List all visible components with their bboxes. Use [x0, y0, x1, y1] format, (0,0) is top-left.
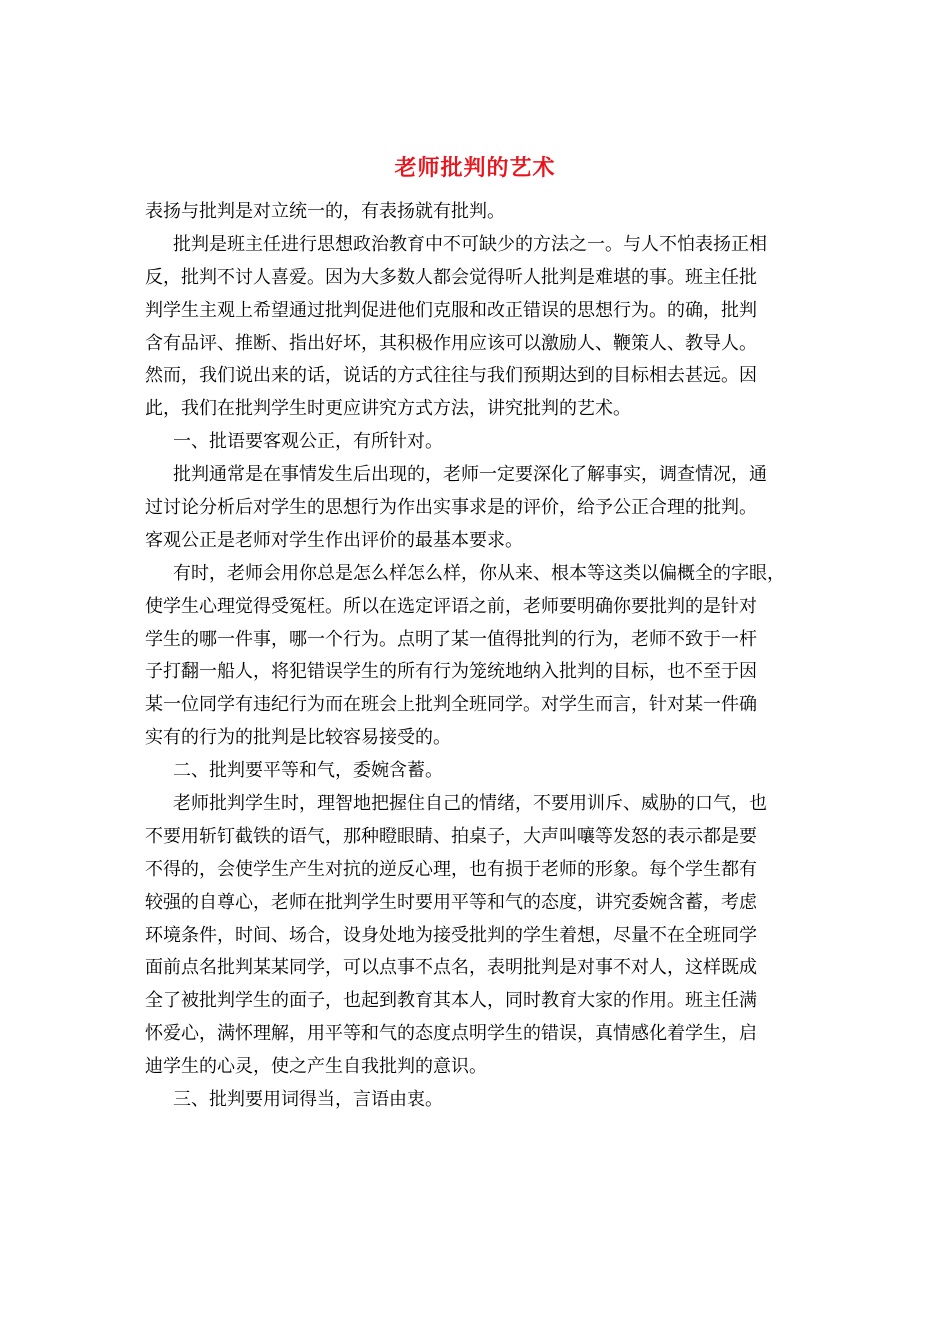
- text-line: 表扬与批判是对立统一的，有表扬就有批判。: [145, 201, 505, 222]
- text-line: 二、批判要平等和气，委婉含蓄。: [173, 760, 443, 782]
- text-line: 批判是班主任进行思想政治教育中不可缺少的方法之一。与人不怕表扬正相: [173, 233, 767, 255]
- text-line: 判学生主观上希望通过批判促进他们克服和改正错误的思想行为。的确，批判: [145, 299, 757, 321]
- text-line: 三、批判要用词得当，言语由衷。: [173, 1089, 443, 1111]
- text-line: 老师批判学生时，理智地把握住自己的情绪，不要用训斥、威胁的口气，也: [173, 793, 767, 815]
- document-title: 老师批判的艺术: [394, 155, 556, 181]
- text-line: 有时，老师会用你总是怎么样怎么样，你从来、根本等这类以偏概全的字眼，: [173, 562, 785, 584]
- text-line: 然而，我们说出来的话，说话的方式往往与我们预期达到的目标相去甚远。因: [145, 365, 757, 387]
- text-line: 面前点名批判某某同学，可以点事不点名，表明批判是对事不对人，这样既成: [145, 957, 757, 979]
- text-line: 反，批判不讨人喜爱。因为大多数人都会觉得听人批判是难堪的事。班主任批: [145, 266, 757, 288]
- text-line: 此，我们在批判学生时更应讲究方式方法，讲究批判的艺术。: [145, 398, 631, 420]
- text-line: 某一位同学有违纪行为而在班会上批判全班同学。对学生而言，针对某一件确: [145, 694, 757, 716]
- text-line: 环境条件，时间、场合，设身处地为接受批判的学生着想，尽量不在全班同学: [145, 924, 757, 946]
- text-line: 不要用斩钉截铁的语气，那种瞪眼睛、拍桌子，大声叫嚷等发怒的表示都是要: [145, 825, 757, 847]
- text-line: 一、批语要客观公正，有所针对。: [173, 431, 443, 453]
- text-line: 使学生心理觉得受冤枉。所以在选定评语之前，老师要明确你要批判的是针对: [145, 595, 757, 617]
- text-line: 实有的行为的批判是比较容易接受的。: [145, 727, 451, 749]
- text-line: 子打翻一船人，将犯错误学生的所有行为笼统地纳入批判的目标，也不至于因: [145, 661, 757, 683]
- text-line: 学生的哪一件事，哪一个行为。点明了某一值得批判的行为，老师不致于一杆: [145, 628, 757, 650]
- text-line: 含有品评、推断、指出好坏，其积极作用应该可以激励人、鞭策人、教导人。: [145, 332, 757, 354]
- text-line: 较强的自尊心，老师在批判学生时要用平等和气的态度，讲究委婉含蓄，考虑: [145, 891, 757, 913]
- document-body: [145, 196, 815, 1117]
- text-line: 不得的，会使学生产生对抗的逆反心理，也有损于老师的形象。每个学生都有: [145, 858, 757, 880]
- text-line: 全了被批判学生的面子，也起到教育其本人，同时教育大家的作用。班主任满: [145, 990, 757, 1012]
- text-line: 批判通常是在事情发生后出现的，老师一定要深化了解事实，调查情况，通: [173, 464, 767, 486]
- text-line: 怀爱心，满怀理解，用平等和气的态度点明学生的错误，真情感化着学生，启: [145, 1023, 757, 1045]
- text-line: 客观公正是老师对学生作出评价的最基本要求。: [145, 529, 523, 551]
- text-line: 迪学生的心灵，使之产生自我批判的意识。: [145, 1056, 487, 1078]
- text-line: 过讨论分析后对学生的思想行为作出实事求是的评价，给予公正合理的批判。: [145, 497, 757, 519]
